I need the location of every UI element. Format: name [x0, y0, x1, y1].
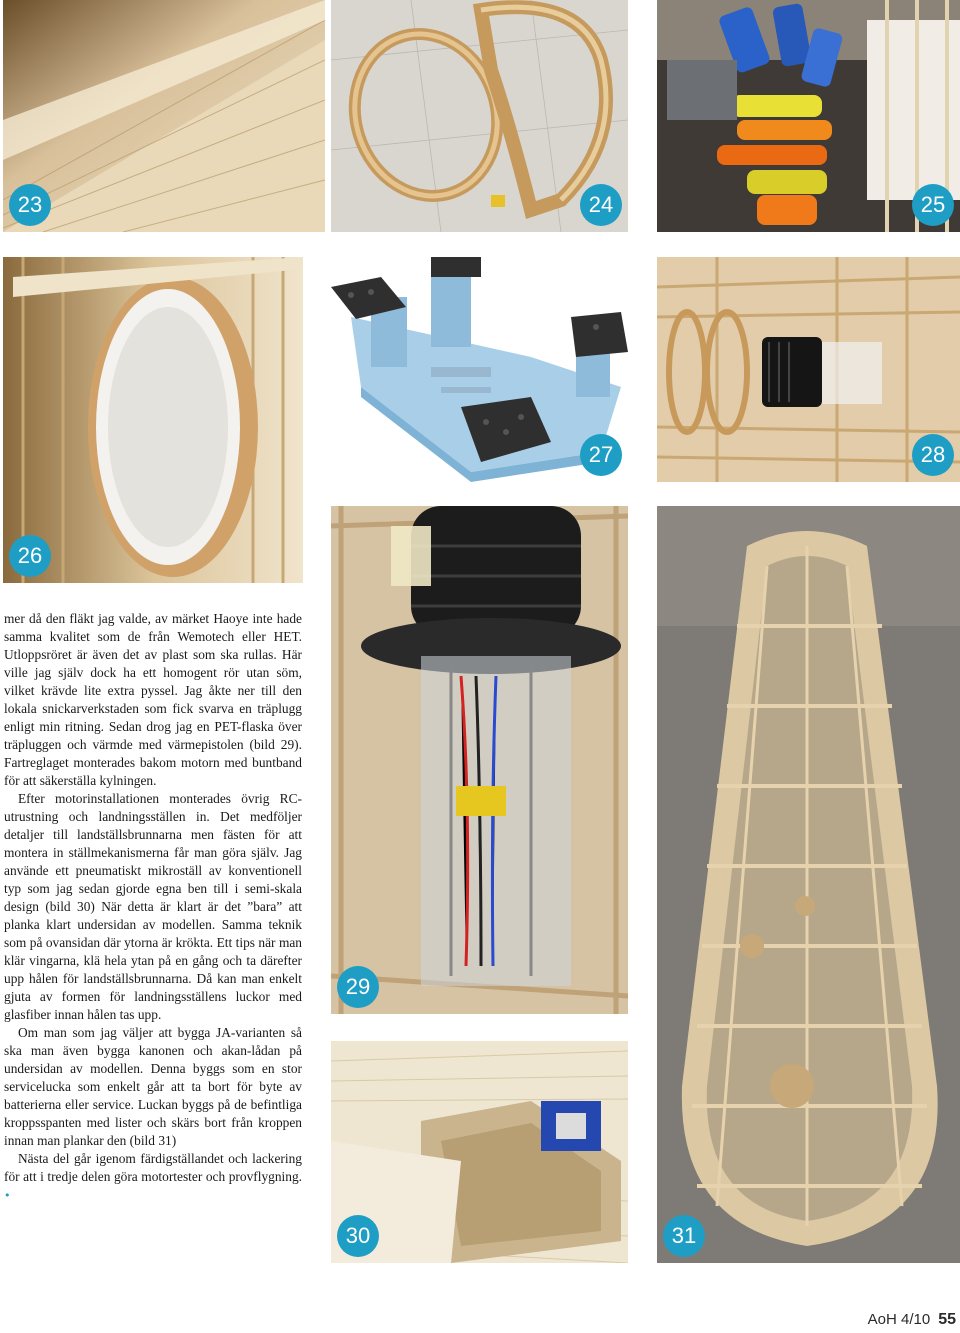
article-paragraph-last — [4, 1150, 302, 1205]
photo-26 — [3, 257, 303, 583]
photo-23 — [3, 0, 325, 232]
photo-number-badge: 28 — [912, 434, 954, 476]
article-paragraph: Om man som jag väljer att bygga JA-varianten så ska man även bygga kanonen och akan-lådan på undersidan av modellen. Denna byggs som en stor servicelucka som enkelt går att ta bort för byte av batterierna eller service. Luckan byggs på de befintliga kroppsspanten med lister och skärs bort från kroppen innan man plankar den (bild 31) — [4, 1025, 302, 1148]
photo-number-badge: 24 — [580, 184, 622, 226]
issue-label: AoH 4/10 — [867, 1311, 931, 1328]
article-paragraph: mer då den fläkt jag valde, av märket Haoye inte hade samma kvalitet som de från Wemotech eller HET. Utloppsröret är även det av plast som ska rullas. Här ville jag själv dock ha ett homogent rör utan söm, vilket krävde lite extra pyssel. Jag åkte ner till den lokala snickarverkstaden som fick svarva en träplugg enligt min ritning. Sedan drog jag en PET-flaska över träpluggen och värmde med värmepistolen (bild 29). Fartreglaget monterades bakom motorn med buntband för att säkerställa kylningen. — [4, 611, 302, 788]
photo-number-badge: 31 — [663, 1215, 705, 1257]
photo-24 — [331, 0, 628, 232]
photo-number-badge: 26 — [9, 535, 51, 577]
photo-29 — [331, 506, 628, 1014]
article-paragraph-text: Nästa del går igenom färdigställandet och lackering för att i tredje delen göra motortester och provflygning. — [4, 1151, 302, 1184]
photo-25 — [657, 0, 960, 232]
photo-27 — [331, 257, 628, 482]
photo-number-badge: 23 — [9, 184, 51, 226]
page-footer — [868, 1311, 956, 1329]
photo-30 — [331, 1041, 628, 1263]
page-number: 55 — [938, 1311, 956, 1328]
photo-number-badge: 25 — [912, 184, 954, 226]
photo-number-badge: 30 — [337, 1215, 379, 1257]
photo-28 — [657, 257, 960, 482]
photo-31 — [657, 506, 960, 1263]
end-of-article-mark: • — [4, 1189, 11, 1202]
article-body — [4, 610, 302, 1205]
article-paragraph: Efter motorinstallationen monterades övrig RC-utrustning och landningsställen in. Det medföljer detaljer till landställsbrunnarna men fästen för att montera in ställmekanismerna får man göra själv. Jag använde ett pneumatiskt mikroställ av konventionell typ som jag sedan gjorde egna ben till i semi-skala design (bild 30) När detta är klart är det ”bara” att planka klart undersidan av modellen. Samma teknik som på ovansidan där ytorna är krökta. Ett tips när man klär vingarna, klä hela ytan på en gång och ta därefter upp hålen för landställsbrunnarna. Då kan man enkelt gjuta av formen för landningsställens luckor med glasfiber innan hålen tas upp. — [4, 791, 302, 1022]
photo-number-badge: 27 — [580, 434, 622, 476]
photo-number-badge: 29 — [337, 966, 379, 1008]
